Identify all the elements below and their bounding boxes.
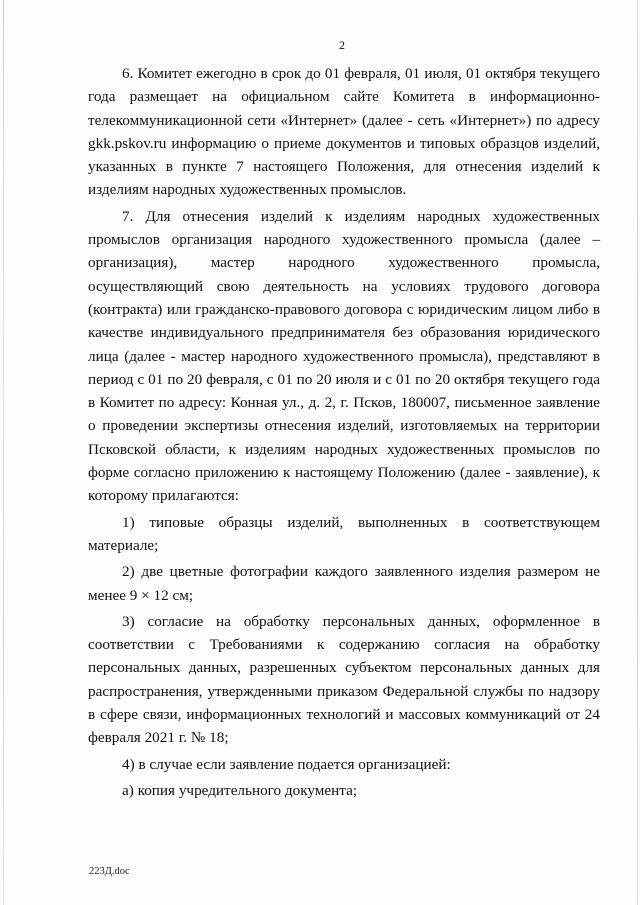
list-item-4: 4) в случае если заявление подается организацией:: [122, 755, 451, 773]
paragraph-7: 7. Для отнесения изделий к изделиям народных художественных промыслов организация народного художественного промысла (далее – организация), мастер народного художественного промысла, осуществляющий свою деятельность на условиях трудового договора (контракта) или гражданско-правового договора с юридическим лицом либо в качестве индивидуального предпринимателя без образования юридического лица (далее - мастер народного художественного промысла), представляют в период с 01 по 20 февраля, с 01 по 20 июля и с 01 по 20 октября текущего года в Комитет по адресу: Конная ул., д. 2, г. Псков, 180007, письменное заявление о проведении экспертизы отнесения изделий, изготовляемых на территории Псковской области, к изделиям народных художественных промыслов по форме согласно приложению к настоящему Положению (далее - заявление), к которому прилагаются:: [88, 207, 600, 505]
file-name-footer: 223Д.doc: [89, 866, 130, 877]
scan-edge-right: [637, 0, 638, 905]
list-item-2: 2) две цветные фотографии каждого заявленного изделия размером не менее 9 × 12 см;: [88, 563, 600, 604]
document-body: [88, 62, 600, 802]
list-item-1: 1) типовые образцы изделий, выполненных в соответствующем материале;: [88, 513, 600, 554]
list-item-3: 3) согласие на обработку персональных данных, оформленное в соответствии с Требованиями к содержанию согласия на обработку персональных данных, разрешенных субъектом персональных данных для распространения, утвержденными приказом Федеральной службы по надзору в сфере связи, информационных технологий и массовых коммуникаций от 24 февраля 2021 г. № 18;: [88, 612, 600, 747]
paragraph-6: 6. Комитет ежегодно в срок до 01 февраля, 01 июля, 01 октября текущего года размещает на официальном сайте Комитета в информационно-телекоммуникационной сети «Интернет» (далее - сеть «Интернет») по адресу gkk.pskov.ru информацию о приеме документов и типовых образцов изделий, указанных в пункте 7 настоящего Положения, для отнесения изделий к изделиям народных художественных промыслов.: [88, 65, 600, 199]
scan-edge-left: [3, 0, 4, 905]
sub-item-a: а) копия учредительного документа;: [122, 781, 358, 799]
page-number: 2: [339, 38, 345, 52]
